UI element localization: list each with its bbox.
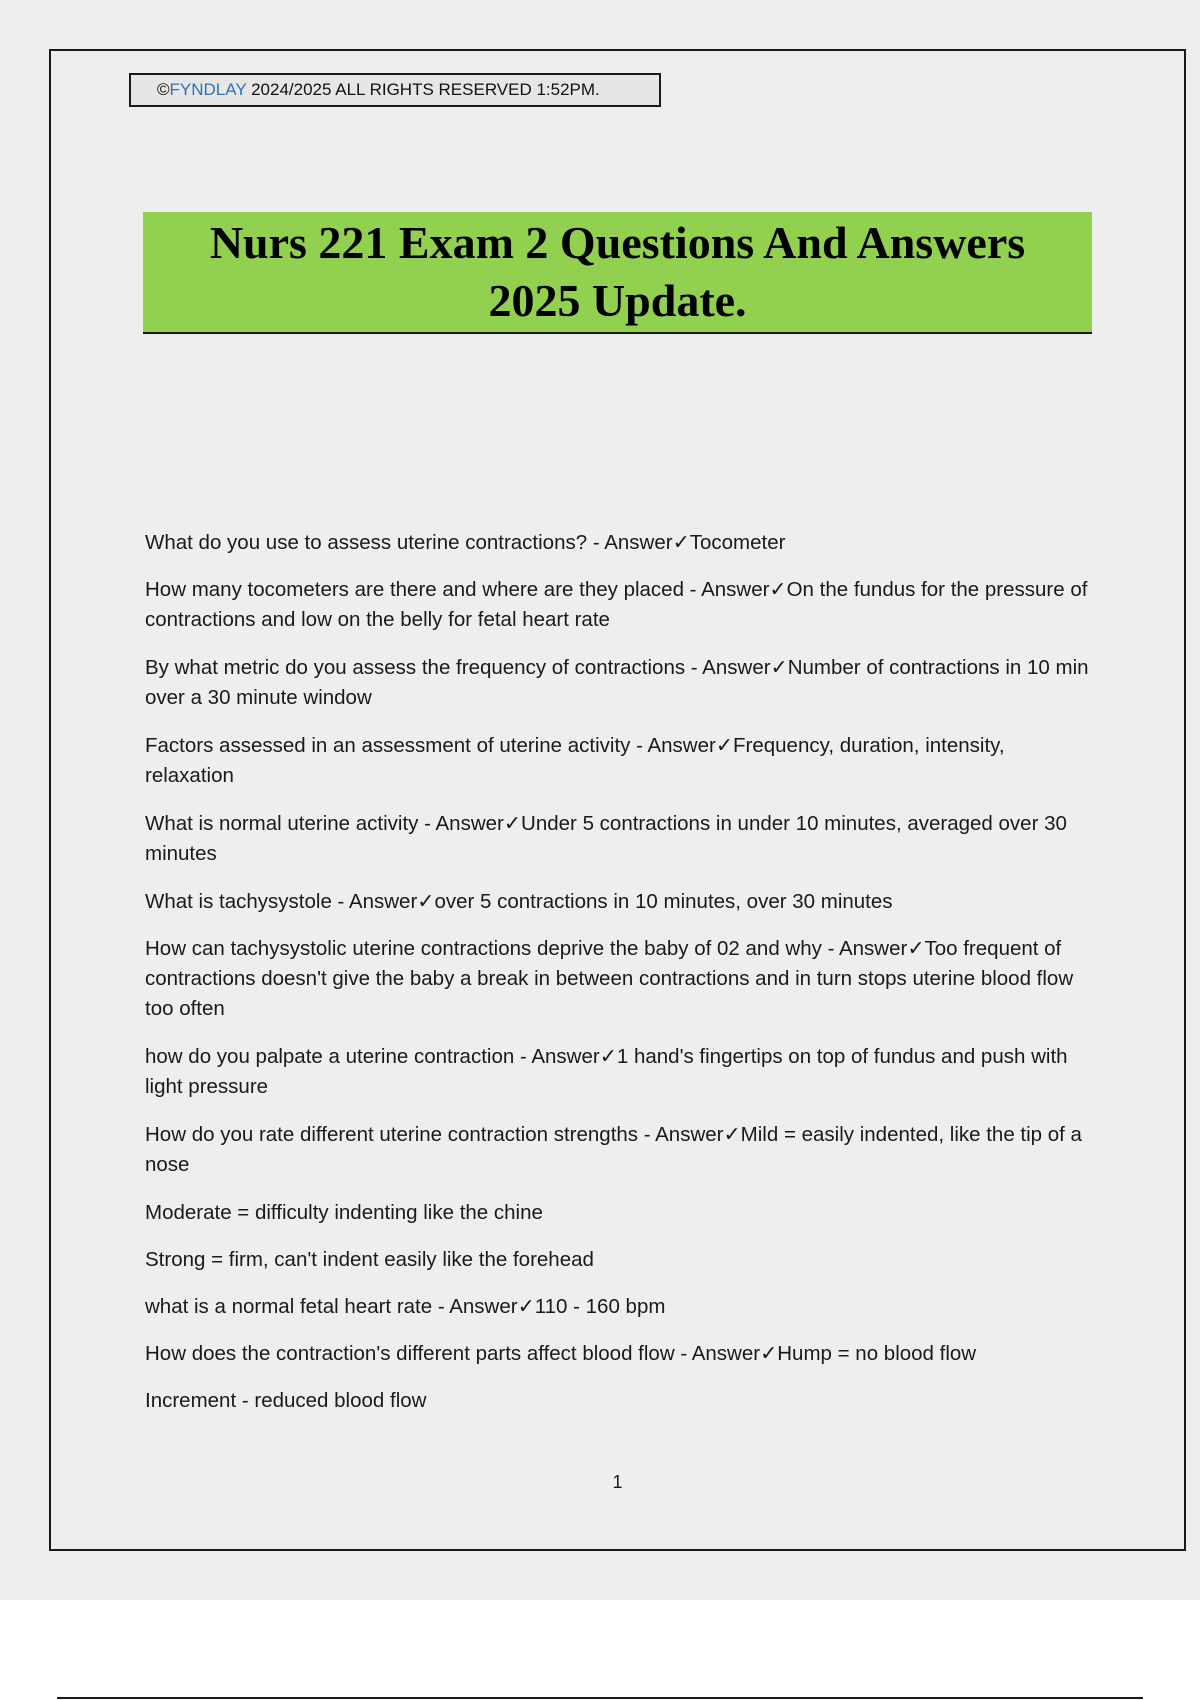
- qa-item: How does the contraction's different parts affect blood flow - Answer✓Hump = no blood flow: [145, 1342, 977, 1365]
- footer-divider: [57, 1697, 1143, 1699]
- title-line-2: 2025 Update.: [488, 275, 747, 326]
- page-number: 1: [612, 1472, 623, 1492]
- copyright-symbol: ©: [157, 80, 170, 99]
- copyright-notice: [129, 73, 661, 107]
- qa-item: what is a normal fetal heart rate - Answer✓110 - 160 bpm: [145, 1295, 666, 1318]
- qa-item: Moderate = difficulty indenting like the chine: [145, 1201, 543, 1224]
- qa-item: how do you palpate a uterine contraction - Answer✓1 hand's fingertips on top of fundus and push with light pressure: [145, 1045, 1068, 1098]
- qa-item: What is normal uterine activity - Answer✓Under 5 contractions in under 10 minutes, averaged over 30 minutes: [145, 812, 1067, 865]
- document-title: [143, 212, 1092, 334]
- qa-item: Increment - reduced blood flow: [145, 1389, 427, 1412]
- qa-item: How many tocometers are there and where are they placed - Answer✓On the fundus for the pressure of contractions and low on the belly for fetal heart rate: [145, 578, 1088, 631]
- copyright-brand: FYNDLAY: [169, 80, 247, 99]
- qa-item: Factors assessed in an assessment of uterine activity - Answer✓Frequency, duration, intensity, relaxation: [145, 734, 1005, 787]
- qa-item: How can tachysystolic uterine contractions deprive the baby of 02 and why - Answer✓Too frequent of contractions doesn't give the baby a break in between contractions and in turn stops uterine blood flow too often: [145, 937, 1074, 1020]
- qa-item: What do you use to assess uterine contractions? - Answer✓Tocometer: [145, 531, 786, 554]
- qa-list: [145, 528, 1090, 1433]
- qa-item: What is tachysystole - Answer✓over 5 contractions in 10 minutes, over 30 minutes: [145, 890, 893, 913]
- qa-item: How do you rate different uterine contraction strengths - Answer✓Mild = easily indented, like the tip of a nose: [145, 1123, 1082, 1176]
- qa-item: By what metric do you assess the frequency of contractions - Answer✓Number of contractions in 10 min over a 30 minute window: [145, 656, 1089, 709]
- copyright-text: 2024/2025 ALL RIGHTS RESERVED 1:52PM.: [246, 80, 600, 99]
- qa-item: Strong = firm, can't indent easily like the forehead: [145, 1248, 594, 1271]
- title-line-1: Nurs 221 Exam 2 Questions And Answers: [209, 217, 1026, 268]
